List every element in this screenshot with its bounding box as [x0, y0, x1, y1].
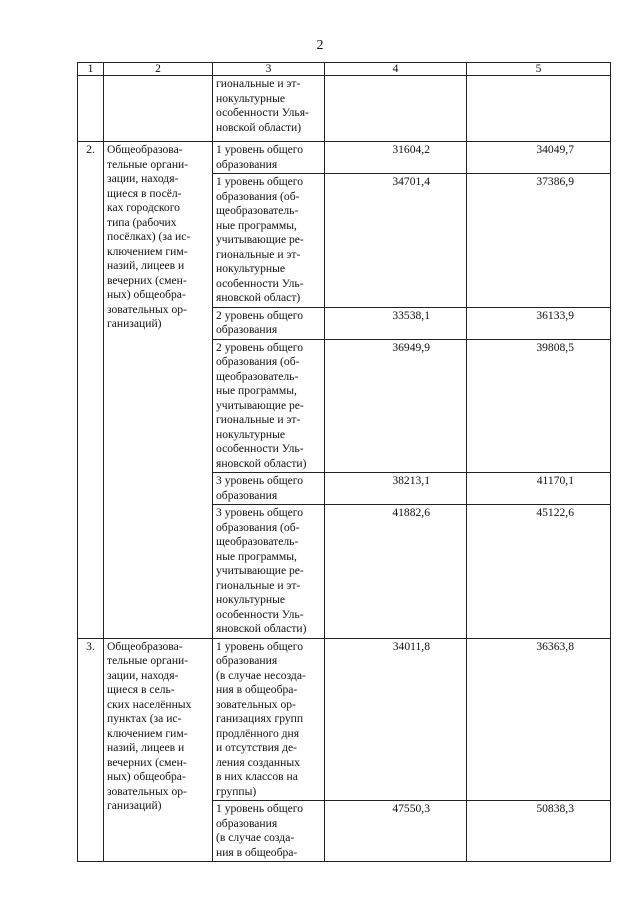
table-row: [78, 142, 611, 174]
row-index: 2.: [78, 142, 104, 639]
level-cell: 1 уровень общего образования (об- щеобразователь- ные программы, учитывающие ре- гиональные и эт- нокультурные особенности Уль- яновской област): [213, 174, 325, 308]
page-number: 2: [316, 38, 324, 53]
value-col-4: 31604,2: [325, 142, 467, 174]
value-col-5: 36133,9: [467, 307, 611, 339]
level-cell: 1 уровень общего образования (в случае созда- ния в общеобра-: [213, 801, 325, 862]
value-col-5: 41170,1: [467, 473, 611, 505]
table-header-row: [78, 63, 611, 76]
value-col-5: 36363,8: [467, 638, 611, 801]
header-col-5: 5: [467, 63, 611, 76]
table-row: [78, 638, 611, 801]
level-cell: 3 уровень общего образования (об- щеобразователь- ные программы, учитывающие ре- гиональные и эт- нокультурные особенности Уль- яновской области): [213, 505, 325, 639]
value-col-4: 33538,1: [325, 307, 467, 339]
value-col-5: 50838,3: [467, 801, 611, 862]
value-col-4: 36949,9: [325, 339, 467, 473]
header-col-2: 2: [104, 63, 213, 76]
table-row: [78, 76, 611, 142]
tariff-table: [77, 62, 611, 862]
org-description: Общеобразова- тельные органи- зации, находя- щиеся в сель- ских населённых пунктах (за ис- ключением гим- назий, лицеев и вечерних (смен- ных) общеобра- зовательных ор- ганизаций): [104, 638, 213, 862]
value-col-4: 34011,8: [325, 638, 467, 801]
header-col-1: 1: [78, 63, 104, 76]
level-cell: 3 уровень общего образования: [213, 473, 325, 505]
value-col-5: 37386,9: [467, 174, 611, 308]
value-col-4: 38213,1: [325, 473, 467, 505]
continuation-text: гиональные и эт- нокультурные особенности Улья- новской области): [213, 76, 325, 142]
value-col-5: 39808,5: [467, 339, 611, 473]
value-col-5: 34049,7: [467, 142, 611, 174]
value-col-4: 47550,3: [325, 801, 467, 862]
level-cell: 2 уровень общего образования (об- щеобразователь- ные программы, учитывающие ре- гиональные и эт- нокультурные особенности Уль- яновской области): [213, 339, 325, 473]
header-col-3: 3: [213, 63, 325, 76]
value-col-4: 41882,6: [325, 505, 467, 639]
level-cell: 1 уровень общего образования: [213, 142, 325, 174]
value-col-4: 34701,4: [325, 174, 467, 308]
org-description: Общеобразова- тельные органи- зации, находя- щиеся в посёл- ках городского типа (рабочих посёлках) (за ис- ключением гим- назий, лицеев и вечерних (смен- ных) общеобра- зовательных ор- ганизаций): [104, 142, 213, 639]
value-col-5: 45122,6: [467, 505, 611, 639]
header-col-4: 4: [325, 63, 467, 76]
level-cell: 1 уровень общего образования (в случае несозда- ния в общеобра- зовательных ор- ганизациях групп продлённого дня и отсутствия де- ления созданных в них классов на группы): [213, 638, 325, 801]
row-index: 3.: [78, 638, 104, 862]
level-cell: 2 уровень общего образования: [213, 307, 325, 339]
